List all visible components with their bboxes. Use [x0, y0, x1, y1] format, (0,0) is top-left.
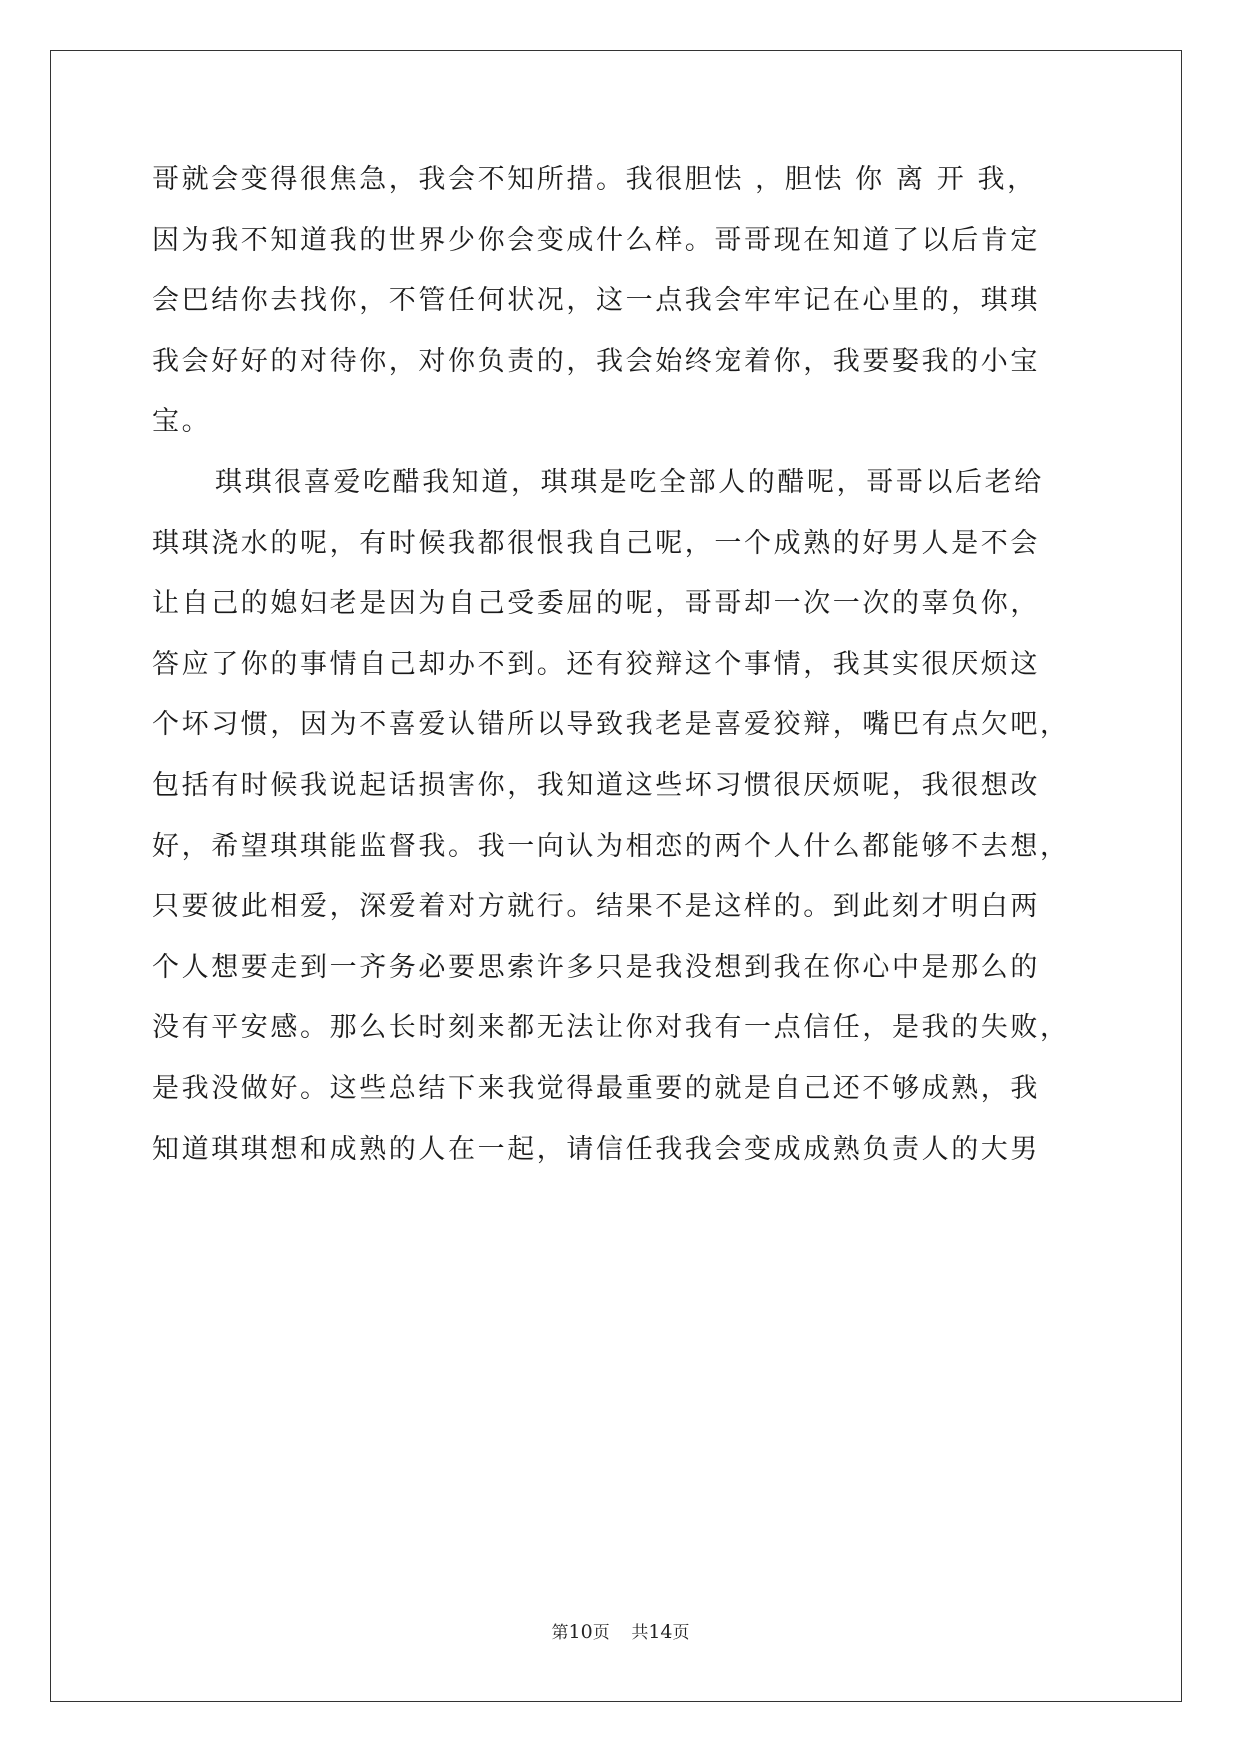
text-line: 会巴结你去找你，不管任何状况，这一点我会牢牢记在心里的，琪琪: [152, 285, 1040, 317]
text-line: 是我没做好。这些总结下来我觉得最重要的就是自己还不够成熟，我: [152, 1072, 1040, 1104]
text-line: 个坏习惯，因为不喜爱认错所以导致我老是喜爱狡辩，嘴巴有点欠吧，: [152, 709, 1070, 741]
text-line: 琪琪浇水的呢，有时候我都很恨我自己呢，一个成熟的好男人是不会: [152, 527, 1040, 559]
paragraph-start-line: 琪琪很喜爱吃醋我知道，琪琪是吃全部人的醋呢，哥哥以后老给: [215, 466, 1044, 498]
text-line: 答应了你的事情自己却办不到。还有狡辩这个事情，我其实很厌烦这: [152, 648, 1040, 680]
page-total: 共14页: [631, 1621, 690, 1643]
page-footer: [0, 1618, 1241, 1643]
text-line: 没有平安感。那么长时刻来都无法让你对我有一点信任，是我的失败，: [152, 1012, 1070, 1044]
page-number: 第10页: [551, 1621, 610, 1643]
document-body: [152, 150, 1082, 1180]
text-line: 哥就会变得很焦急，我会不知所措。我很胆怯 ，胆怯 你 离 开 我，: [152, 164, 1037, 195]
text-line: 好，希望琪琪能监督我。我一向认为相恋的两个人什么都能够不去想，: [152, 830, 1070, 862]
text-line: 知道琪琪想和成熟的人在一起，请信任我我会变成成熟负责人的大男: [152, 1133, 1040, 1165]
text-line: 我会好好的对待你，对你负责的，我会始终宠着你，我要娶我的小宝: [152, 345, 1040, 377]
text-line: 因为我不知道我的世界少你会变成什么样。哥哥现在知道了以后肯定: [152, 224, 1040, 256]
text-line: 包括有时候我说起话损害你，我知道这些坏习惯很厌烦呢，我很想改: [152, 769, 1040, 801]
text-line: 让自己的媳妇老是因为自己受委屈的呢，哥哥却一次一次的辜负你，: [152, 588, 1040, 620]
text-line: 宝。: [152, 406, 212, 438]
text-line: 只要彼此相爱，深爱着对方就行。结果不是这样的。到此刻才明白两: [152, 891, 1040, 923]
text-line: 个人想要走到一齐务必要思索许多只是我没想到我在你心中是那么的: [152, 951, 1040, 983]
